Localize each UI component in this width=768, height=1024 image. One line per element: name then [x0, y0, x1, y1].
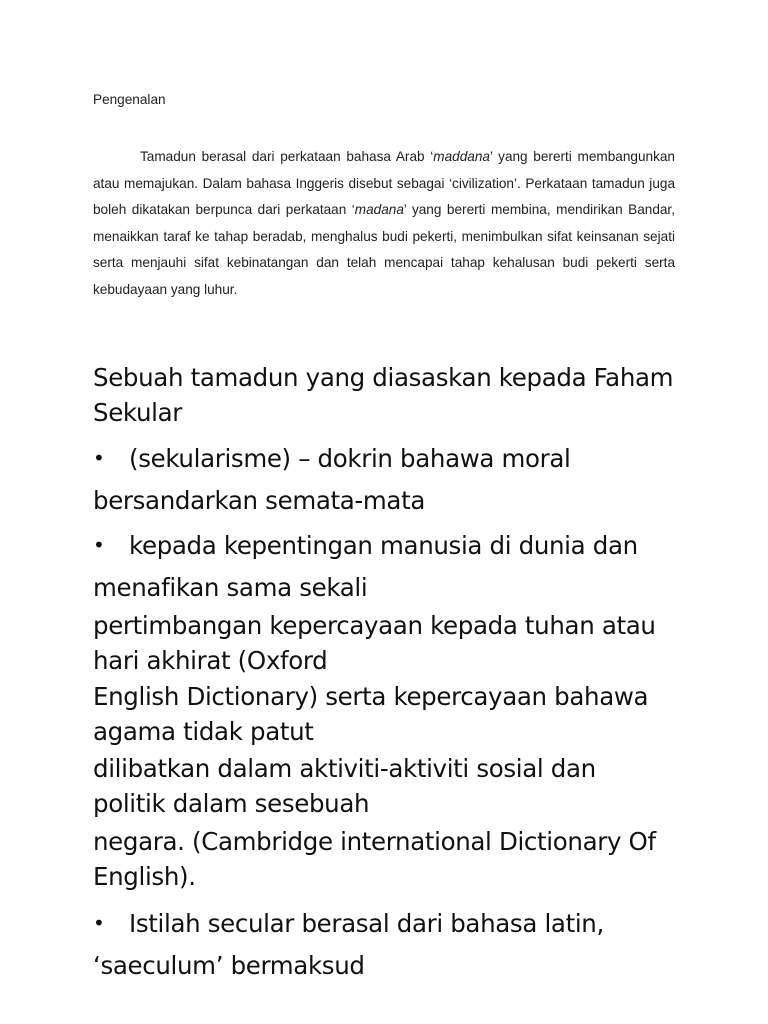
text-line-a2: hari akhirat (Oxford [93, 646, 328, 675]
text-line-c2: politik dalam sesebuah [93, 789, 370, 818]
bullet-3-text: Istilah secular berasal dari bahasa latin, [129, 909, 604, 938]
slide-title-line-2: Sekular [93, 398, 183, 427]
text-line-b2: agama tidak patut [93, 717, 314, 746]
bullet-2-text: kepada kepentingan manusia di dunia dan [129, 531, 638, 560]
bullet-2-line-2: menafikan sama sekali [93, 573, 368, 602]
bullet-1-line-1 [93, 444, 571, 473]
bullet-1-line-2: bersandarkan semata-mata [93, 486, 426, 515]
bullet-1-text: (sekularisme) – dokrin bahawa moral [129, 444, 571, 473]
intro-paragraph [93, 144, 675, 304]
bullet-3-line-1 [93, 909, 604, 938]
term-maddana: maddana [433, 149, 490, 164]
intro-text-part2: ’ yang bererti membangunkan atau memajukan. Dalam bahasa Inggeris disebut sebagai ‘civilization’. Perkataan tamadun juga boleh dikatakan berpunca dari perkataan ‘ [93, 149, 675, 218]
intro-text-part1: Tamadun berasal dari perkataan bahasa Arab ‘ [140, 149, 434, 164]
text-line-d1: negara. (Cambridge international Dictionary Of [93, 827, 656, 856]
text-line-b1: English Dictionary) serta kepercayaan bahawa [93, 682, 649, 711]
section-heading: Pengenalan [93, 92, 166, 107]
text-line-a1: pertimbangan kepercayaan kepada tuhan atau [93, 611, 656, 640]
bullet-2-line-1 [93, 531, 638, 560]
bullet-icon: • [93, 533, 105, 557]
slide-title-line-1: Sebuah tamadun yang diasaskan kepada Faham [93, 363, 674, 392]
text-line-d2: English). [93, 862, 196, 891]
bullet-icon: • [93, 446, 105, 470]
text-line-c1: dilibatkan dalam aktiviti-aktiviti sosial dan [93, 754, 596, 783]
term-madana: madana [354, 202, 404, 218]
intro-text-part3: ’ yang bererti membina, mendirikan Bandar, menaikkan taraf ke tahap beradab, menghalus budi pekerti, menimbulkan sifat keinsanan sejati serta menjauhi sifat kebinatangan dan telah mencapai tahap kehalusan budi pekerti serta kebudayaan yang luhur. [93, 202, 675, 297]
bullet-icon: • [93, 911, 105, 935]
bullet-3-line-2: ‘saeculum’ bermaksud [93, 951, 365, 980]
